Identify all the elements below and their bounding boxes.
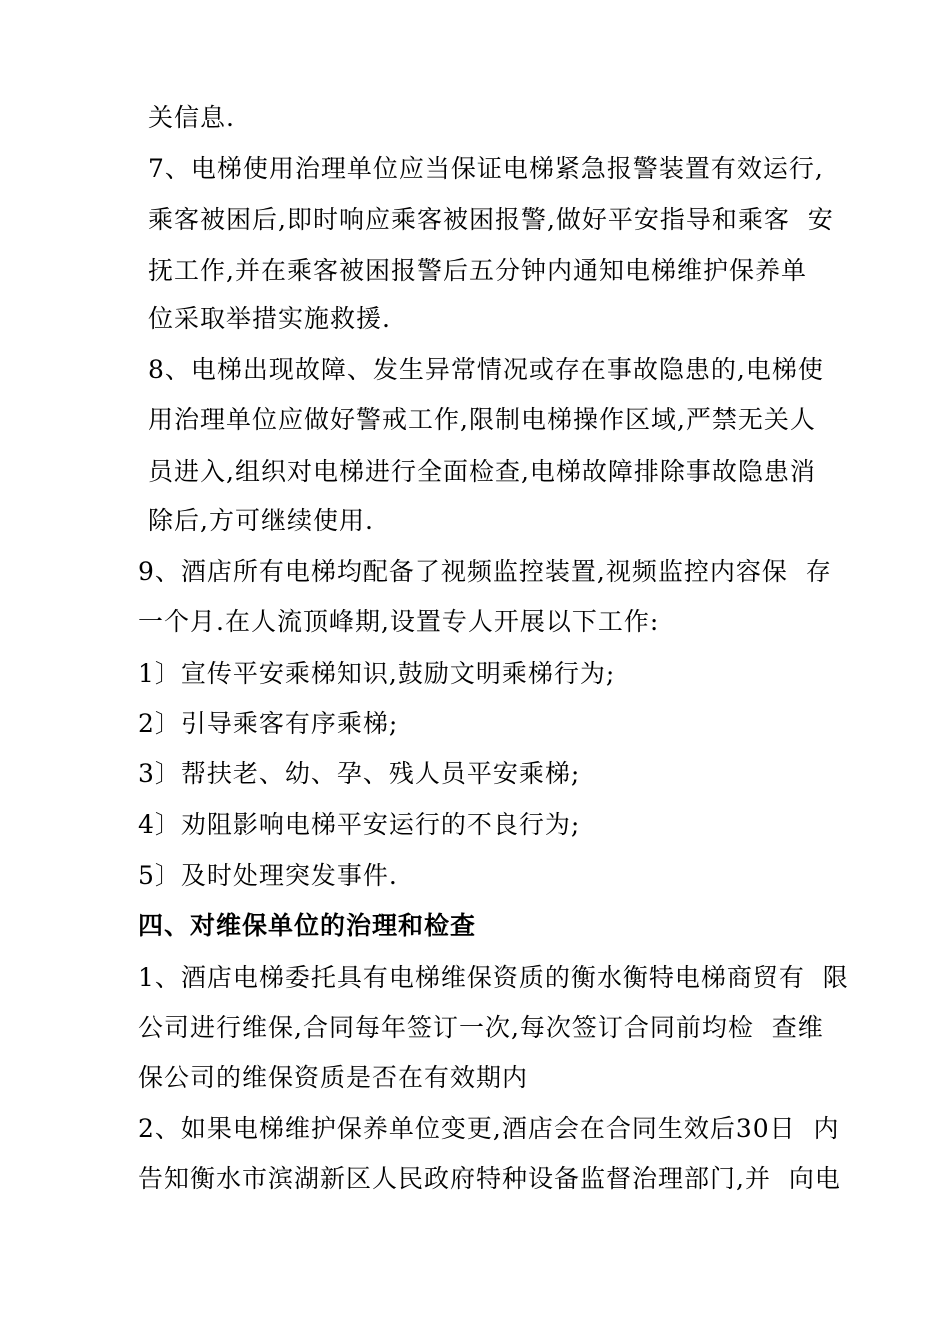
list-item: 4〕劝阻影响电梯平安运行的不良行为;: [138, 810, 581, 839]
list-item: 3〕帮扶老、幼、孕、残人员平安乘梯;: [138, 759, 581, 788]
section-heading: 四、对维保单位的治理和检查: [138, 911, 477, 940]
text-line: 用治理单位应做好警戒工作,限制电梯操作区域,严禁无关人: [148, 405, 816, 434]
text-line: 告知衡水市滨湖新区人民政府特种设备监督治理部门,并 向电: [138, 1164, 841, 1193]
text-line: 保公司的维保资质是否在有效期内: [138, 1063, 529, 1092]
text-line: 位采取举措实施救援.: [148, 304, 391, 333]
text-line: 9、酒店所有电梯均配备了视频监控装置,视频监控内容保 存: [138, 557, 832, 586]
text-line: 公司进行维保,合同每年签订一次,每次签订合同前均检 查维: [138, 1013, 824, 1042]
text-line: 关信息.: [148, 103, 235, 132]
text-line: 乘客被困后,即时响应乘客被困报警,做好平安指导和乘客 安: [148, 205, 834, 234]
list-item: 1〕宣传平安乘梯知识,鼓励文明乘梯行为;: [138, 659, 616, 688]
list-item: 5〕及时处理突发事件.: [138, 861, 398, 890]
text-line: 8、电梯出现故障、发生异常情况或存在事故隐患的,电梯使: [148, 355, 824, 384]
text-line: 1、酒店电梯委托具有电梯维保资质的衡水衡特电梯商贸有 限: [138, 963, 849, 992]
list-item: 2〕引导乘客有序乘梯;: [138, 709, 399, 738]
text-line: 抚工作,并在乘客被困报警后五分钟内通知电梯维护保养单: [148, 256, 807, 285]
text-line: 一个月.在人流顶峰期,设置专人开展以下工作:: [138, 607, 660, 636]
text-line: 员进入,组织对电梯进行全面检查,电梯故障排除事故隐患消: [148, 457, 816, 486]
text-line: 除后,方可继续使用.: [148, 506, 374, 535]
text-line: 7、电梯使用治理单位应当保证电梯紧急报警装置有效运行,: [148, 154, 824, 183]
text-line: 2、如果电梯维护保养单位变更,酒店会在合同生效后30日 内: [138, 1114, 840, 1143]
